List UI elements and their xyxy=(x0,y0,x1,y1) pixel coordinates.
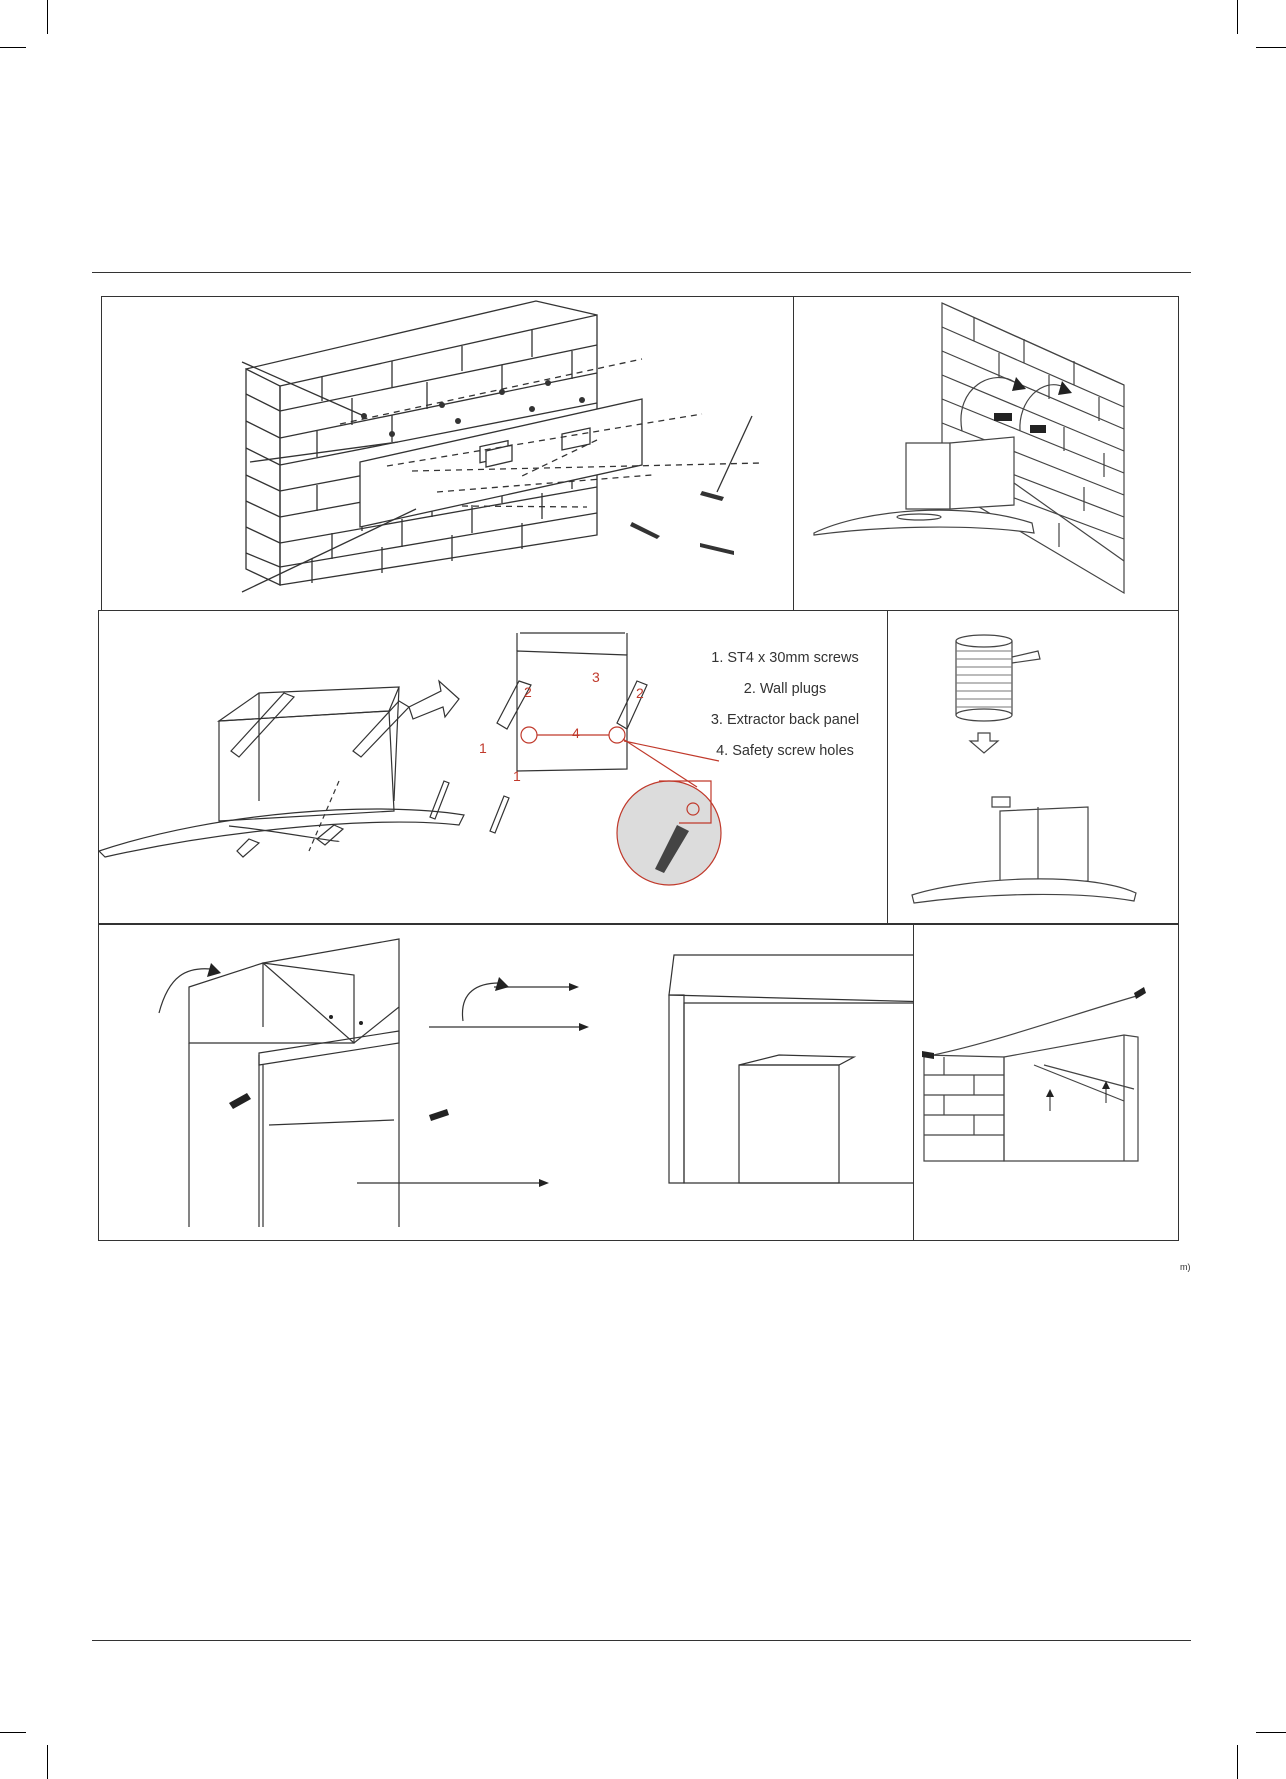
header-rule xyxy=(92,272,1191,273)
chimney-drawing xyxy=(99,925,914,1240)
legend-item-safety-holes: 4. Safety screw holes xyxy=(716,743,854,759)
legend-item-back-panel: 3. Extractor back panel xyxy=(710,712,860,728)
crop-mark-bottom-left-h xyxy=(0,1732,26,1733)
brick-wall-drawing xyxy=(102,297,794,610)
duct-attach-drawing xyxy=(888,611,1178,923)
crop-mark-bottom-left-v xyxy=(47,1745,48,1779)
hood-on-wall-drawing xyxy=(794,297,1178,610)
footer-rule xyxy=(92,1640,1191,1641)
chimney-fixing-drawing xyxy=(914,925,1178,1240)
crop-mark-top-right-v xyxy=(1237,0,1238,34)
hood-hanging-illustration xyxy=(793,296,1179,611)
crop-mark-top-right-h xyxy=(1256,47,1286,48)
label-number-3: 3 xyxy=(592,669,600,685)
safety-screw-illustration xyxy=(98,610,889,924)
label-number-2b: 2 xyxy=(636,685,644,701)
parts-legend xyxy=(690,643,880,767)
crop-mark-bottom-right-v xyxy=(1237,1745,1238,1779)
legend-item-screws: 1. ST4 x 30mm screws xyxy=(711,650,859,666)
label-number-2a: 2 xyxy=(524,684,532,700)
legend-item-wall-plugs: 2. Wall plugs xyxy=(743,681,827,697)
crop-mark-top-left-h xyxy=(0,47,26,48)
ducting-illustration xyxy=(887,610,1179,924)
crop-mark-top-left-v xyxy=(47,0,48,34)
label-number-1a: 1 xyxy=(479,740,487,756)
label-number-4: 4 xyxy=(572,725,580,741)
crop-mark-bottom-right-h xyxy=(1256,1732,1286,1733)
footnote-marker: m) xyxy=(1180,1262,1191,1272)
label-number-1b: 1 xyxy=(513,768,521,784)
chimney-assembly-illustration xyxy=(98,924,915,1241)
wall-mounting-illustration xyxy=(101,296,795,611)
chimney-fixing-illustration xyxy=(913,924,1179,1241)
